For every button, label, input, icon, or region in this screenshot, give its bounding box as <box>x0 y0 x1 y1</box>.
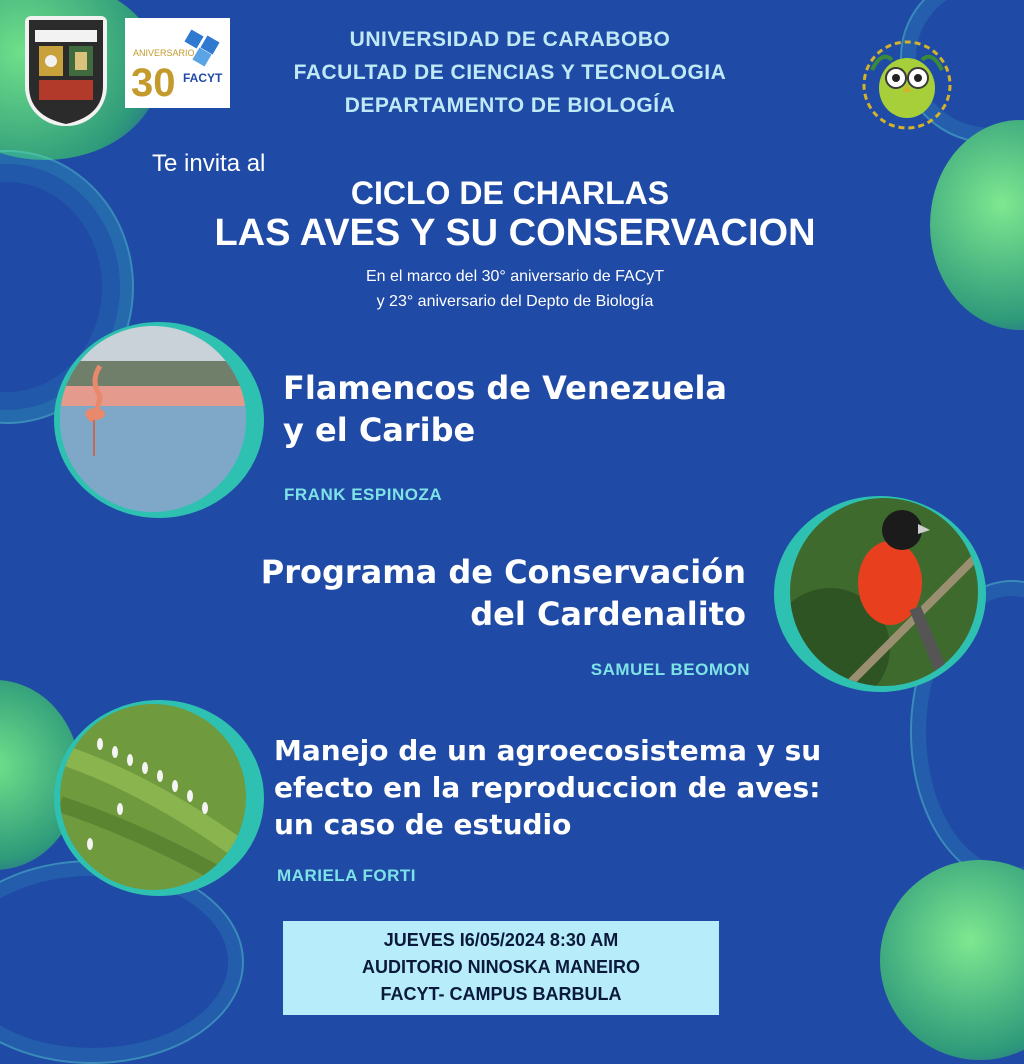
decor-green-circle-bottom-right <box>880 860 1024 1060</box>
invite-text: Te invita al <box>152 150 266 177</box>
department-name: DEPARTAMENTO DE BIOLOGÍA <box>344 94 676 117</box>
talk-1-title-line-2: y el Caribe <box>283 410 476 449</box>
talk-3-speaker: MARIELA FORTI <box>277 866 417 885</box>
flamingo-photo <box>60 326 246 512</box>
talk-2-speaker: SAMUEL BEOMON <box>590 660 750 679</box>
talk-1-speaker: FRANK ESPINOZA <box>284 485 443 504</box>
talk-3-title <box>274 732 821 844</box>
event-details-box <box>283 921 719 1015</box>
decor-green-circle-right <box>930 120 1024 330</box>
talk-1-title <box>283 368 727 451</box>
talk-3-title-line-1: Manejo de un agroecosistema y su <box>274 734 822 767</box>
talk-3-title-line-2: efecto en la reproduccion de aves: <box>274 771 821 805</box>
university-name: UNIVERSIDAD DE CARABOBO <box>349 28 671 51</box>
cardenalito-photo <box>790 498 978 686</box>
decor-mesh-bottom-left <box>0 860 244 1064</box>
talk-2-title <box>200 552 746 635</box>
subtitle-line-1: En el marco del 30° aniversario de FACyT <box>365 268 665 285</box>
event-venue: AUDITORIO NINOSKA MANEIRO <box>361 957 640 977</box>
event-campus: FACYT- CAMPUS BARBULA <box>380 984 622 1004</box>
event-title: LAS AVES Y SU CONSERVACION <box>214 212 816 254</box>
talk-3-title-line-3: un caso de estudio <box>274 808 572 842</box>
university-seal-logo <box>25 16 107 126</box>
svg-text:ANIVERSARIO: ANIVERSARIO <box>133 48 195 58</box>
faculty-name: FACULTAD DE CIENCIAS Y TECNOLOGIA <box>293 61 727 84</box>
subtitle-line-2: y 23° aniversario del Depto de Biología <box>376 293 654 310</box>
svg-text:FACYT: FACYT <box>183 71 223 85</box>
event-date-time: JUEVES I6/05/2024 8:30 AM <box>383 930 619 950</box>
cycle-title: CICLO DE CHARLAS <box>350 175 670 211</box>
talk-1-title-line-1: Flamencos de Venezuela <box>283 369 728 407</box>
talk-2-title-line-1: Programa de Conservación <box>260 553 746 591</box>
svg-text:30: 30 <box>131 61 176 105</box>
egrets-rice-field-photo <box>60 704 246 890</box>
talk-2-title-line-2: del Cardenalito <box>470 594 746 633</box>
owl-logo <box>852 30 962 130</box>
